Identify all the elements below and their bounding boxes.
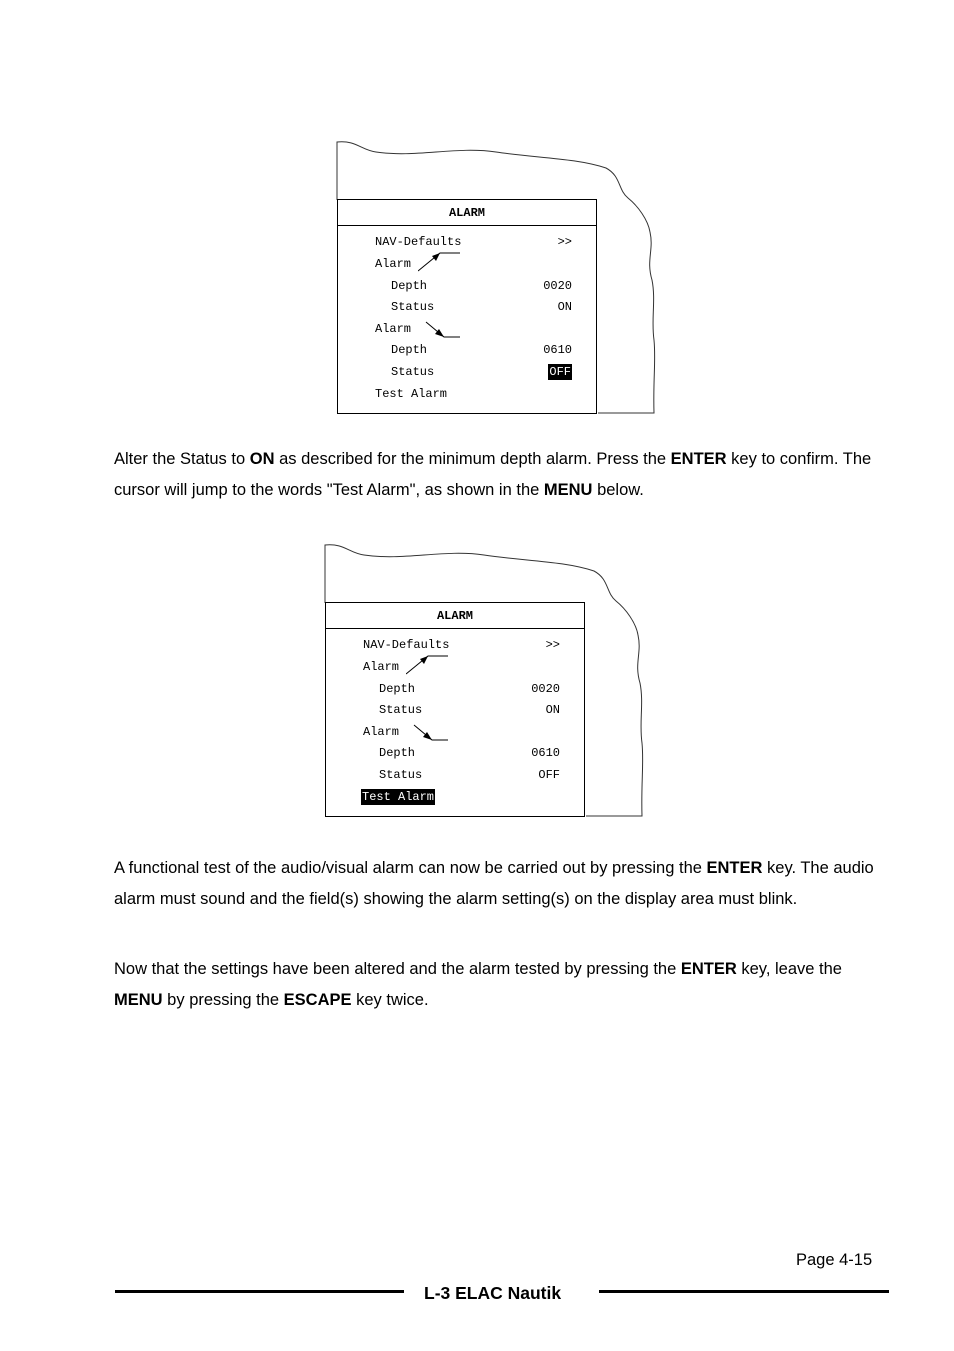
menu-row-depth[interactable]: Depth 0020 [391, 279, 572, 293]
footer-brand: L-3 ELAC Nautik [424, 1283, 562, 1303]
status-off-highlighted: OFF [549, 365, 571, 379]
paragraph-functional-test: A functional test of the audio/visual alarm can now be carried out by pressing the ENTER key. The audio alarm must sound and the field(s) showing the alarm setting(s) on the display area must blink. [114, 859, 874, 908]
menu-row-alarm-min[interactable]: Alarm [338, 321, 596, 337]
menu-row-alarm-min[interactable]: Alarm [326, 724, 584, 740]
alarm-menu-panel [325, 602, 585, 817]
menu-row-depth[interactable]: Depth 0610 [391, 343, 572, 357]
menu-row-alarm-max[interactable]: Alarm [326, 659, 584, 675]
menu-row-status[interactable]: Status OFF [379, 768, 560, 782]
paragraph-leave-menu: Now that the settings have been altered and the alarm tested by pressing the ENTER key, leave the MENU by pressing the ESCAPE key twice. [114, 960, 842, 1009]
footer-rule-left [115, 1290, 404, 1293]
page-number: Page 4-15 [796, 1251, 873, 1269]
menu-row-alarm-max[interactable]: Alarm [338, 256, 596, 272]
rising-arrow-icon [406, 654, 451, 676]
menu-row-depth[interactable]: Depth 0610 [379, 746, 560, 760]
menu-row-test-alarm[interactable] [326, 789, 584, 805]
falling-arrow-icon [406, 724, 451, 746]
paragraph-alter-status: Alter the Status to ON as described for the minimum depth alarm. Press the ENTER key to confirm. The cursor will jump to the words "Test Alarm", as shown in the MENU below. [114, 450, 872, 499]
menu-title: ALARM [326, 603, 584, 629]
rising-arrow-icon [418, 251, 463, 273]
alarm-menu-figure-2 [324, 543, 644, 818]
menu-row-depth[interactable]: Depth 0020 [379, 682, 560, 696]
menu-row-status[interactable]: Status OFF [391, 365, 571, 379]
menu-row-nav-defaults[interactable]: NAV-Defaults >> [375, 235, 572, 249]
menu-title: ALARM [338, 200, 596, 226]
menu-row-nav-defaults[interactable]: NAV-Defaults >> [363, 638, 560, 652]
alarm-menu-figure-1 [336, 140, 656, 415]
test-alarm-highlighted: Test Alarm [362, 790, 435, 804]
menu-row-status[interactable]: Status ON [379, 703, 560, 717]
falling-arrow-icon [418, 321, 463, 343]
footer-rule-right [599, 1290, 889, 1293]
menu-row-status[interactable]: Status ON [391, 300, 572, 314]
menu-row-test-alarm[interactable]: Test Alarm [375, 387, 448, 401]
alarm-menu-panel [337, 199, 597, 414]
